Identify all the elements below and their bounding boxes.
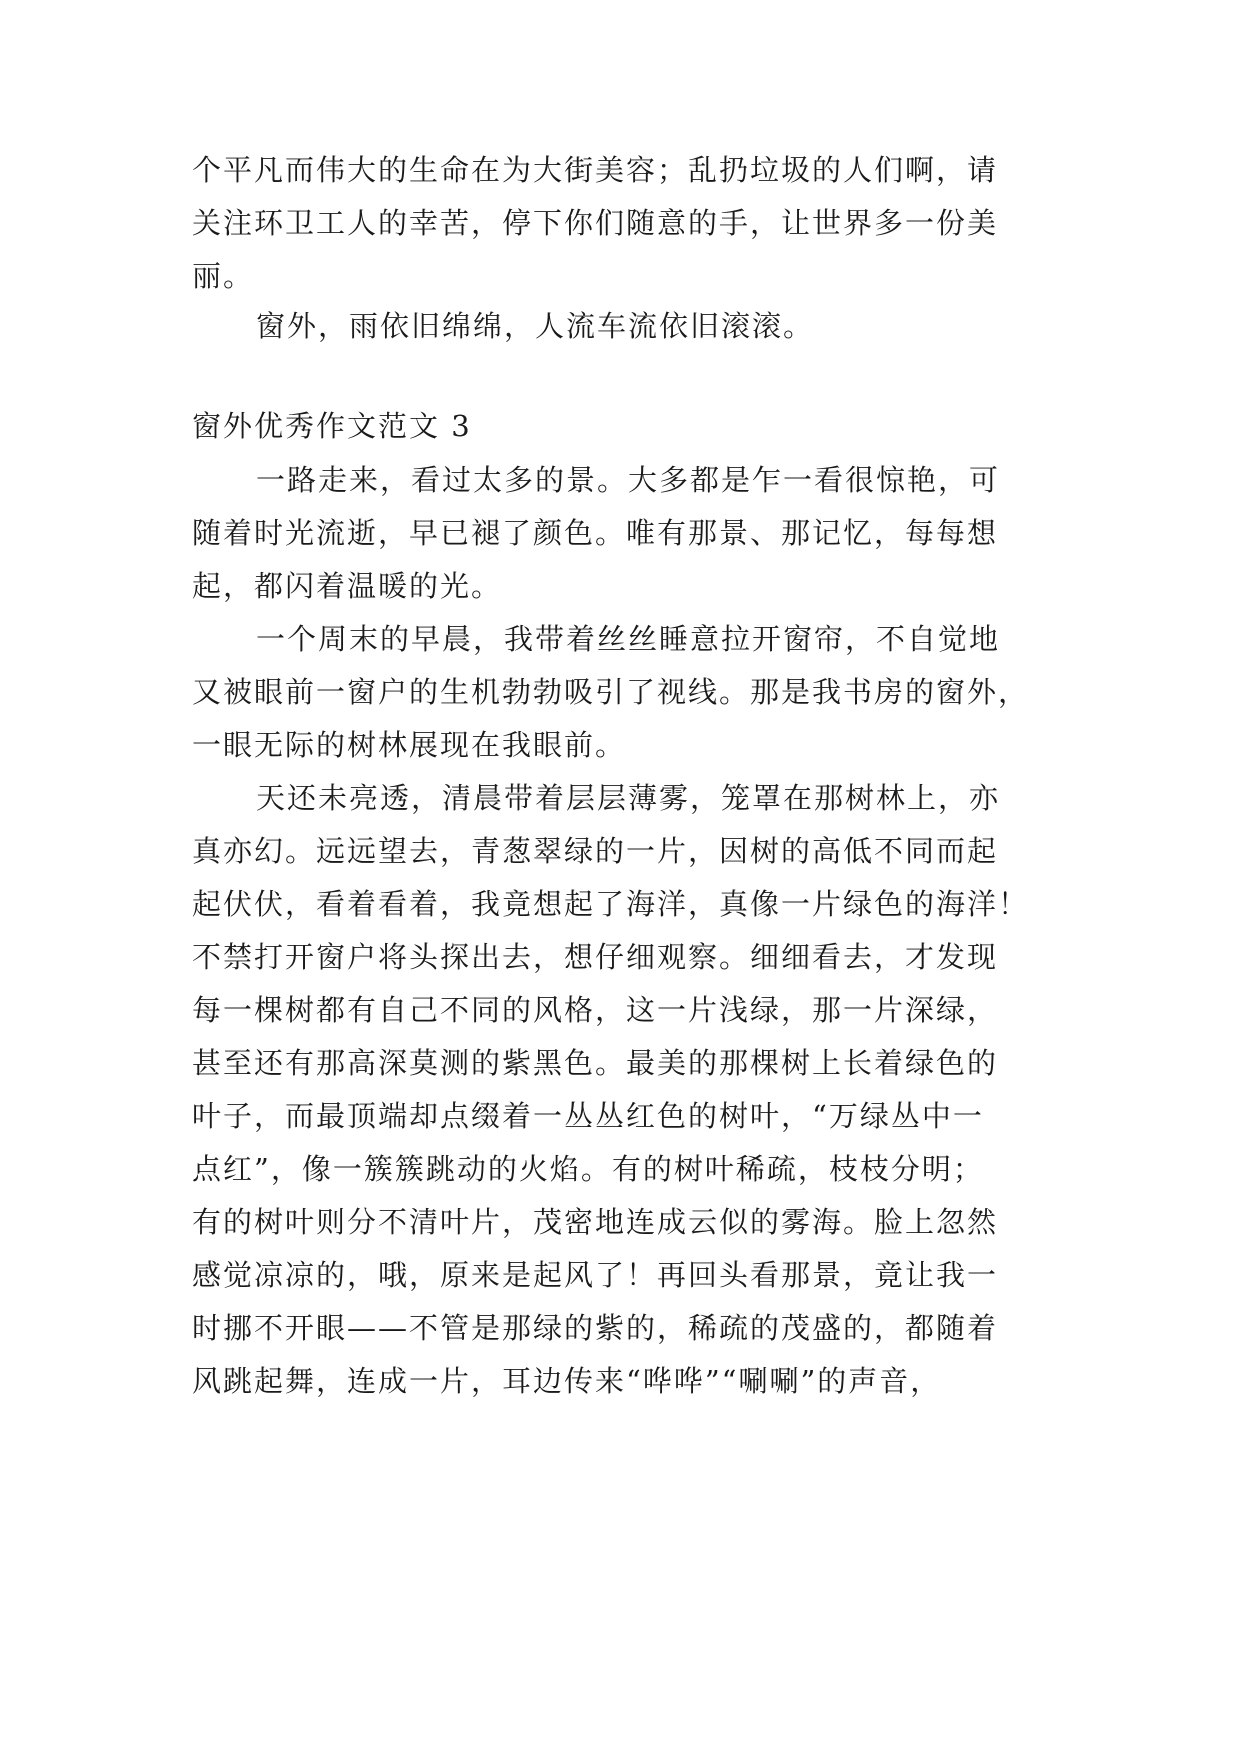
paragraph-line: 有的树叶则分不清叶片，茂密地连成云似的雾海。脸上忽然 — [192, 1205, 999, 1239]
paragraph-line: 风跳起舞，连成一片，耳边传来“哗哗”“唰唰”的声音， — [192, 1364, 942, 1398]
paragraph-line: 窗外，雨依旧绵绵，人流车流依旧滚滚。 — [256, 309, 815, 343]
paragraph-line: 甚至还有那高深莫测的紫黑色。最美的那棵树上长着绿色的 — [192, 1046, 999, 1080]
paragraph-line: 不禁打开窗户将头探出去，想仔细观察。细细看去，才发现 — [192, 940, 999, 974]
section-title: 窗外优秀作文范文 3 — [192, 409, 472, 443]
paragraph-line: 感觉凉凉的，哦，原来是起风了！再回头看那景，竟让我一 — [192, 1258, 999, 1292]
paragraph-line: 随着时光流逝，早已褪了颜色。唯有那景、那记忆，每每想 — [192, 516, 999, 550]
paragraph-line: 叶子，而最顶端却点缀着一丛丛红色的树叶，“万绿丛中一 — [192, 1099, 984, 1133]
paragraph-line: 点红”，像一簇簇跳动的火焰。有的树叶稀疏，枝枝分明； — [192, 1152, 984, 1186]
paragraph-line: 丽。 — [192, 259, 255, 293]
paragraph-line: 一眼无际的树林展现在我眼前。 — [192, 728, 627, 762]
paragraph-line: 起，都闪着温暖的光。 — [192, 569, 503, 603]
paragraph-line: 个平凡而伟大的生命在为大街美容；乱扔垃圾的人们啊，请 — [192, 153, 999, 187]
paragraph-line: 关注环卫工人的幸苦，停下你们随意的手，让世界多一份美 — [192, 206, 999, 240]
paragraph-line: 又被眼前一窗户的生机勃勃吸引了视线。那是我书房的窗外， — [192, 675, 1030, 709]
paragraph-line: 天还未亮透，清晨带着层层薄雾，笼罩在那树林上，亦 — [256, 781, 1001, 815]
paragraph-line: 真亦幻。远远望去，青葱翠绿的一片，因树的高低不同而起 — [192, 834, 999, 868]
paragraph-line: 一个周末的早晨，我带着丝丝睡意拉开窗帘，不自觉地 — [256, 622, 1001, 656]
paragraph-line: 每一棵树都有自己不同的风格，这一片浅绿，那一片深绿， — [192, 993, 999, 1027]
paragraph-line: 时挪不开眼——不管是那绿的紫的，稀疏的茂盛的，都随着 — [192, 1311, 999, 1345]
paragraph-line: 一路走来，看过太多的景。大多都是乍一看很惊艳，可 — [256, 463, 1001, 497]
paragraph-line: 起伏伏，看着看着，我竟想起了海洋，真像一片绿色的海洋！ — [192, 887, 1030, 921]
